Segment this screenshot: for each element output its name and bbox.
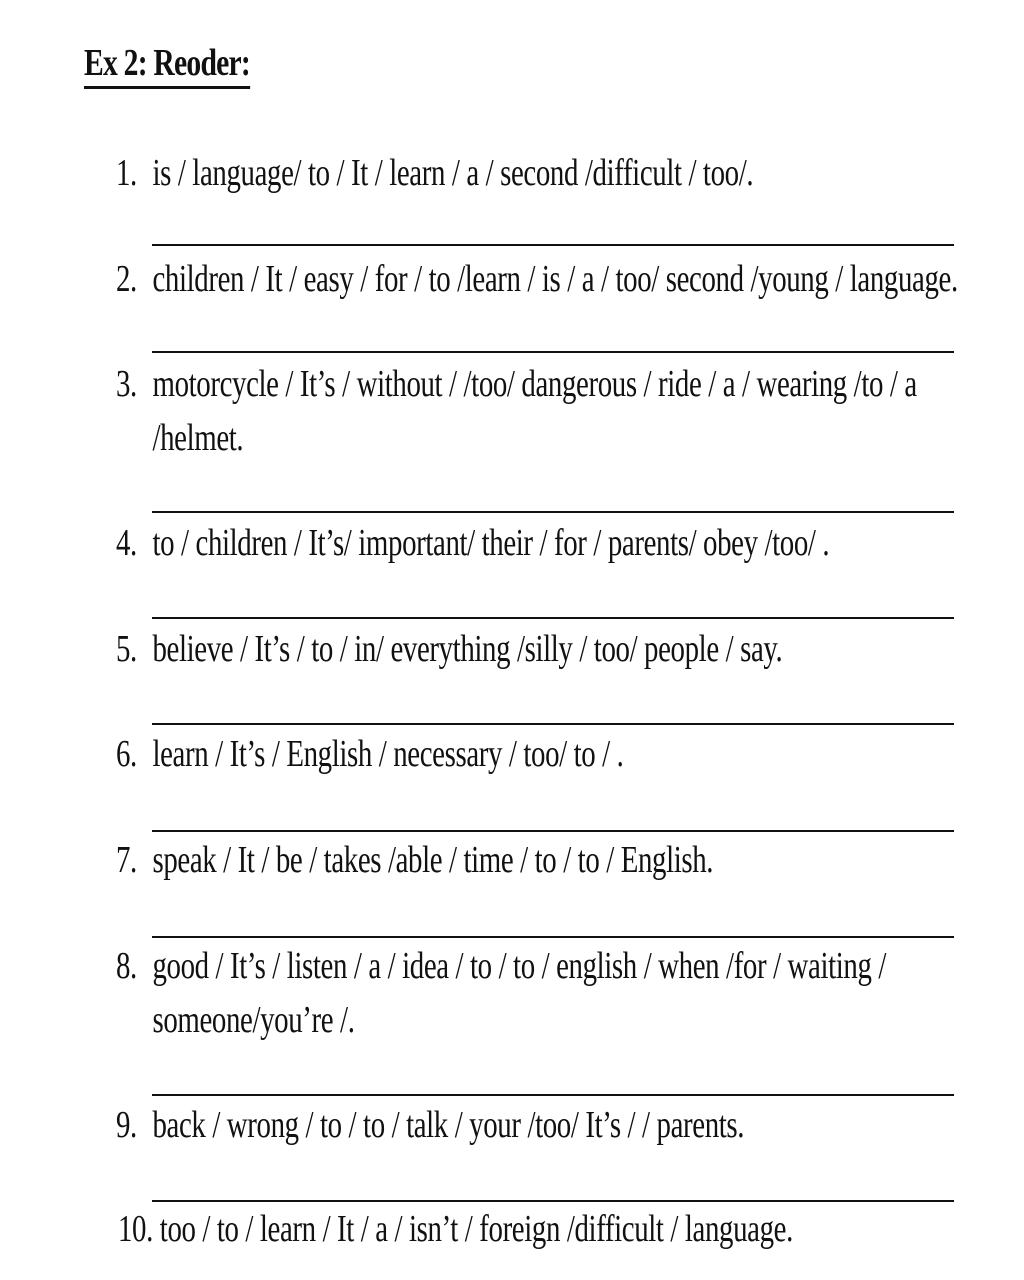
question-8 [116,939,952,1047]
question-1 [116,146,952,200]
question-text: good / It’s / listen / a / idea / to / to / english / when /for / waiting / [152,945,887,987]
question-text: learn / It’s / English / necessary / too/ to / . [152,733,624,775]
answer-line-5[interactable] [152,723,954,725]
question-number: 2. [116,258,137,300]
question-text: motorcycle / It’s / without / /too/ dangerous / ride / a / wearing /to / a [152,363,917,405]
question-3 [116,357,952,465]
answer-line-6[interactable] [152,830,954,832]
question-text: too / to / learn / It / a / isn’t / foreign /difficult / language. [159,1208,793,1250]
question-number: 6. [116,733,137,775]
answer-line-1[interactable] [152,244,954,246]
question-text-continued: someone/you’re /. [152,999,355,1041]
answer-line-4[interactable] [152,617,954,619]
answer-line-3[interactable] [152,511,954,513]
exercise-title: Ex 2: Reoder: [84,42,250,89]
question-number: 9. [116,1104,137,1146]
question-number: 8. [116,945,137,987]
question-7 [116,833,952,887]
question-2 [116,252,958,306]
question-number: 5. [116,628,137,670]
question-text: believe / It’s / to / in/ everything /silly / too/ people / say. [152,628,783,670]
answer-line-8[interactable] [152,1094,954,1096]
question-text: to / children / It’s/ important/ their / for / parents/ obey /too/ . [152,522,830,564]
question-text: speak / It / be / takes /able / time / to / to / English. [152,839,714,881]
question-text: back / wrong / to / to / talk / your /too/ It’s / / parents. [152,1104,745,1146]
question-text: is / language/ to / It / learn / a / second /difficult / too/. [152,152,754,194]
question-5 [116,622,952,676]
question-number: 4. [116,522,137,564]
question-number: 7. [116,839,137,881]
question-10 [118,1202,954,1256]
question-number: 1. [116,152,137,194]
question-number: 10. [118,1208,153,1250]
question-9 [116,1098,952,1152]
answer-line-2[interactable] [152,351,954,353]
question-6 [116,727,952,781]
question-4 [116,516,952,570]
question-number: 3. [116,363,137,405]
question-text-continued: /helmet. [152,417,244,459]
question-text: children / It / easy / for / to /learn / is / a / too/ second /young / language. [152,258,958,300]
answer-line-7[interactable] [152,936,954,938]
